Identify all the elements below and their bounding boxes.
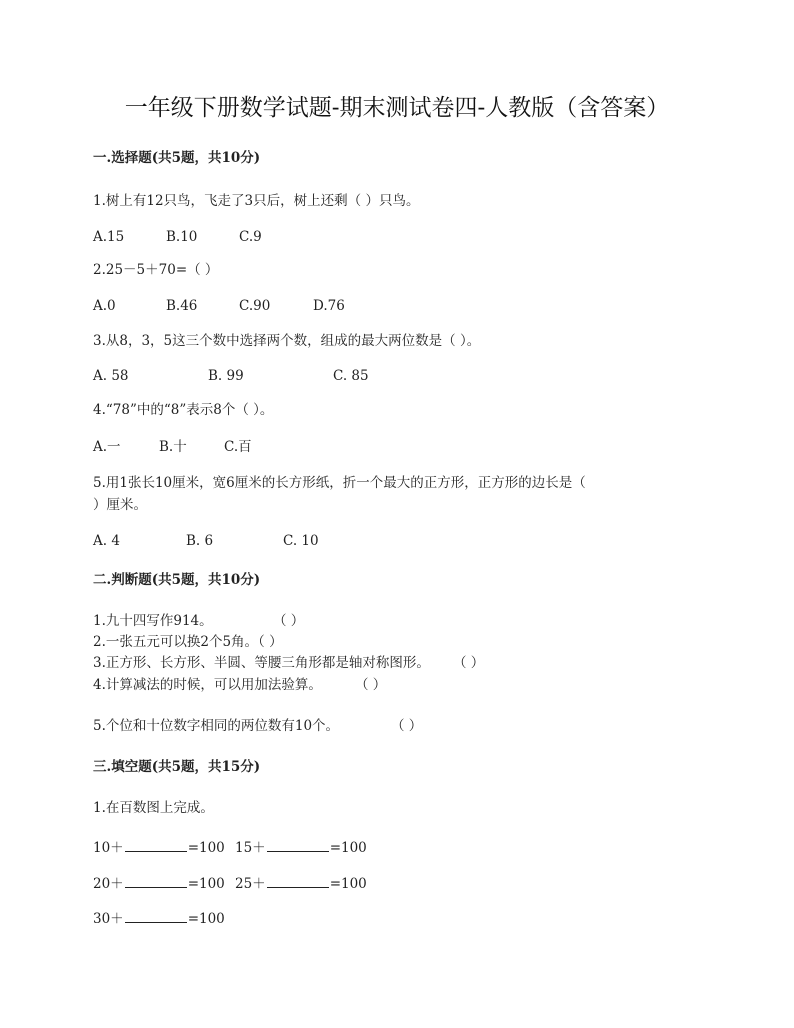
section-heading: 三.填空题(共5题，共15分) bbox=[93, 759, 261, 775]
option: C. 85 bbox=[333, 368, 369, 384]
answer-blank[interactable] bbox=[267, 874, 329, 888]
judge-text: 1.九十四写作914。 bbox=[93, 613, 213, 629]
options-row bbox=[93, 367, 493, 385]
judge-text: 2.一张五元可以换2个5角。（ ） bbox=[93, 634, 283, 650]
section-heading: 一.选择题(共5题，共10分) bbox=[93, 150, 261, 166]
answer-bracket: （ ） bbox=[453, 655, 485, 671]
option: C.90 bbox=[239, 298, 271, 314]
question-text: 3.从8，3，5这三个数中选择两个数，组成的最大两位数是（ ）。 bbox=[93, 333, 481, 349]
option: B.46 bbox=[166, 298, 198, 314]
section-heading: 二.判断题(共5题，共10分) bbox=[93, 572, 261, 588]
option: C.百 bbox=[224, 439, 252, 455]
options-row bbox=[93, 438, 493, 456]
answer-blank[interactable] bbox=[267, 838, 329, 852]
answer-bracket: （ ） bbox=[273, 613, 305, 629]
judge-text: 3.正方形、长方形、半圆、等腰三角形都是轴对称图形。 bbox=[93, 655, 430, 671]
fill-equation: 10＋ =100 bbox=[93, 840, 225, 856]
fill-equation: 30＋ =100 bbox=[93, 911, 225, 927]
judge-text: 5.个位和十位数字相同的两位数有10个。 bbox=[93, 718, 340, 734]
question-text-cont: ）厘米。 bbox=[93, 497, 147, 513]
answer-blank[interactable] bbox=[125, 838, 187, 852]
page-title: 一年级下册数学试题-期末测试卷四-人教版（含答案） bbox=[124, 95, 670, 121]
option: B. 99 bbox=[208, 368, 244, 384]
fill-row bbox=[93, 838, 493, 856]
option: B.10 bbox=[166, 229, 198, 245]
fill-equation: 15＋ =100 bbox=[235, 840, 367, 856]
fill-row bbox=[93, 909, 493, 927]
question-text: 1.树上有12只鸟，飞走了3只后，树上还剩（ ）只鸟。 bbox=[93, 193, 420, 209]
question-text: 1.在百数图上完成。 bbox=[93, 800, 214, 816]
option: A.一 bbox=[93, 439, 121, 455]
judge-text: 4.计算减法的时候，可以用加法验算。 bbox=[93, 677, 322, 693]
fill-equation: 25＋ =100 bbox=[235, 876, 367, 892]
question-text: 4.“78”中的“8”表示8个（ ）。 bbox=[93, 402, 274, 418]
answer-blank[interactable] bbox=[125, 874, 187, 888]
option: B. 6 bbox=[186, 533, 214, 549]
option: D.76 bbox=[313, 298, 345, 314]
answer-bracket: （ ） bbox=[391, 718, 423, 734]
judge-item bbox=[93, 633, 283, 651]
option: A.0 bbox=[93, 298, 116, 314]
option: A.15 bbox=[93, 229, 125, 245]
option: C.9 bbox=[239, 229, 262, 245]
fill-row bbox=[93, 874, 493, 892]
options-row bbox=[93, 532, 493, 550]
judge-item bbox=[93, 676, 387, 694]
option: A. 58 bbox=[93, 368, 129, 384]
question-text: 2.25－5＋70=（ ） bbox=[93, 262, 219, 278]
judge-item bbox=[93, 654, 485, 672]
option: C. 10 bbox=[283, 533, 319, 549]
options-row bbox=[93, 297, 493, 315]
fill-equation: 20＋ =100 bbox=[93, 876, 225, 892]
judge-item bbox=[93, 612, 305, 630]
option: A. 4 bbox=[93, 533, 120, 549]
judge-item bbox=[93, 717, 423, 735]
answer-bracket: （ ） bbox=[355, 677, 387, 693]
question-text: 5.用1张长10厘米，宽6厘米的长方形纸，折一个最大的正方形，正方形的边长是（ bbox=[93, 475, 586, 491]
options-row bbox=[93, 228, 493, 246]
option: B.十 bbox=[159, 439, 187, 455]
answer-blank[interactable] bbox=[125, 909, 187, 923]
